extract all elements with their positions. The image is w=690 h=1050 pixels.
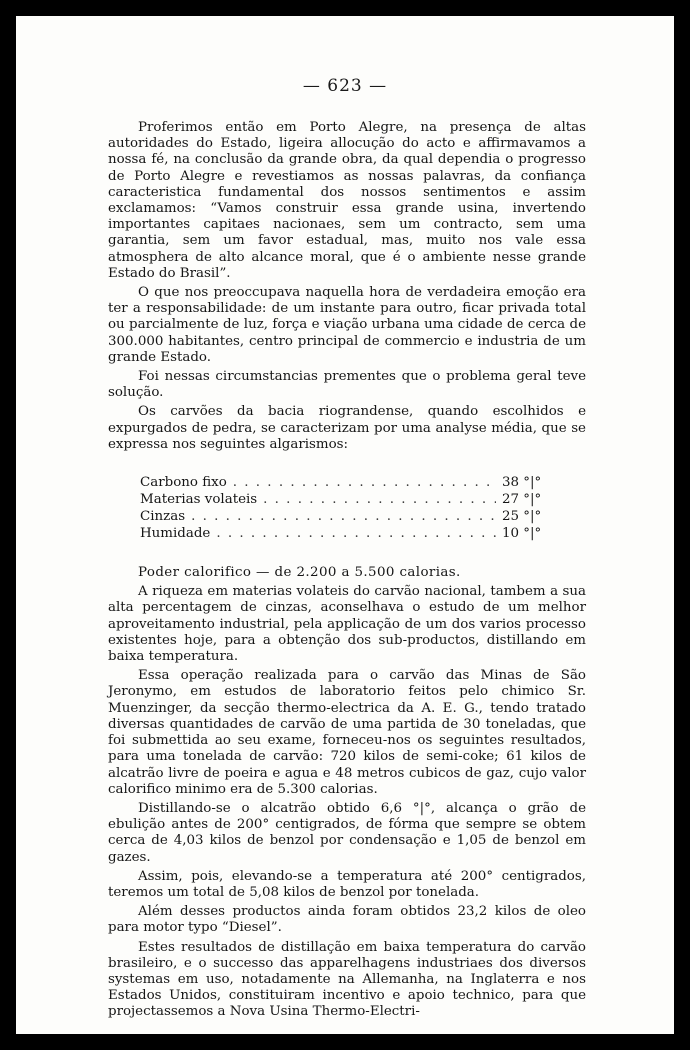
- composition-row: [140, 492, 548, 509]
- paragraph: Além desses productos ainda foram obtidos 23,2 kilos de oleo para motor typo “Diesel”.: [108, 904, 586, 936]
- page-number: — 623 —: [302, 76, 388, 96]
- paragraph: Os carvões da bacia riograndense, quando escolhidos e expurgados de pedra, se caracterizam por uma analyse média, que se expressa nos seguintes algarismos:: [108, 404, 586, 452]
- composition-row: [140, 526, 548, 543]
- composition-row: [140, 475, 548, 492]
- composition-value: 27 °|°: [502, 492, 542, 508]
- body-text: [108, 120, 586, 1024]
- paragraph: A riqueza em materias volateis do carvão nacional, tambem a sua alta percentagem de cinzas, aconselhava o estudo de um melhor aproveitamento industrial, pela applicação de um dos varios processo existentes hoje, para a obtenção dos sub-productos, distillando em baixa temperatura.: [108, 584, 586, 665]
- composition-value: 25 °|°: [502, 509, 542, 525]
- composition-label: Humidade: [140, 526, 211, 542]
- composition-value: 38 °|°: [502, 475, 542, 491]
- paragraph: Essa operação realizada para o carvão das Minas de São Jeronymo, em estudos de laboratorio feitos pelo chimico Sr. Muenzinger, da secção thermo-electrica da A. E. G., tendo tratado diversas quantidades de carvão de uma partida de 30 toneladas, que foi submettida ao seu exame, forneceu-nos os seguintes resultados, para uma tonelada de carvão: 720 kilos de semi-coke; 61 kilos de alcatrão livre de poeira e agua e 48 metros cubicos de gaz, cujo valor calorifico minimo era de 5.300 calorias.: [108, 668, 586, 797]
- leader-dots: [263, 492, 496, 508]
- composition-label: Carbono fixo: [140, 475, 227, 491]
- leader-dots: [191, 509, 496, 525]
- composition-label: Cinzas: [140, 509, 186, 525]
- document-page: [16, 16, 674, 1034]
- leader-dots: [233, 475, 496, 491]
- calorific-value-line: Poder calorifico — de 2.200 a 5.500 calorias.: [138, 565, 461, 581]
- paragraph: O que nos preoccupava naquella hora de verdadeira emoção era ter a responsabilidade: de um instante para outro, ficar privada total ou parcialmente de luz, força e viação urbana uma cidade de cerca de 300.000 habitantes, centro principal de commercio e industria de um grande Estado.: [108, 285, 586, 365]
- paragraph: Proferimos então em Porto Alegre, na presença de altas autoridades do Estado, ligeira allocução do acto e affirmavamos a nossa fé, na conclusão da grande obra, da qual dependia o progresso de Porto Alegre e revestiamos as nossas palavras, da confiança caracteristica fundamental dos nossos sentimentos e assim exclamamos: “Vamos construir essa grande usina, invertendo importantes capitaes nacionaes, sem um contracto, sem uma garantia, sem um favor estadual, mas, muito nos vale essa atmosphera de alto alcance moral, que é o ambiente nesse grande Estado do Brasil”.: [108, 120, 586, 281]
- leader-dots: [216, 526, 496, 542]
- paragraph: Distillando-se o alcatrão obtido 6,6 °|°, alcança o grão de ebulição antes de 200° centigrados, de fórma que sempre se obtem cerca de 4,03 kilos de benzol por condensação e 1,05 de benzol em gazes.: [108, 800, 586, 865]
- composition-label: Materias volateis: [140, 492, 258, 508]
- coal-composition-table: [108, 475, 586, 543]
- paragraph: Foi nessas circumstancias prementes que o problema geral teve solução.: [108, 369, 586, 401]
- paragraph: Estes resultados de distillação em baixa temperatura do carvão brasileiro, e o successo das apparelhagens industriaes dos diversos systemas em uso, notadamente na Allemanha, na Inglaterra e nos Estados Unidos, constituiram incentivo e apoio technico, para que projectassemos a Nova Usina Thermo-Electri-: [108, 939, 586, 1020]
- composition-row: [140, 509, 548, 526]
- paragraph: Assim, pois, elevando-se a temperatura até 200° centigrados, teremos um total de 5,08 kilos de benzol por tonelada.: [108, 868, 586, 900]
- composition-value: 10 °|°: [502, 526, 542, 542]
